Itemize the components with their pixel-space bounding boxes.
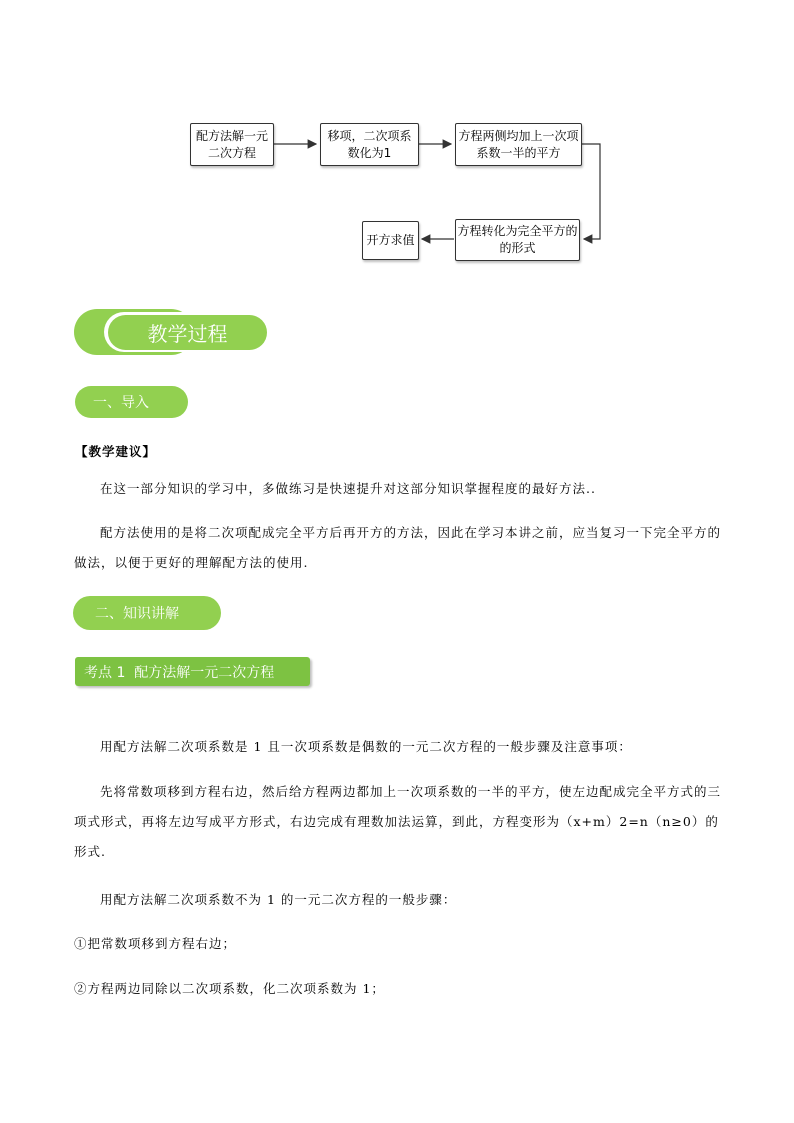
teaching-tip-label: 【教学建议】 xyxy=(75,444,157,459)
heading-intro: 一、导入 xyxy=(75,386,188,418)
kaodian-label: 考点 1 配方法解一元二次方程 xyxy=(75,657,310,686)
heading-knowledge: 二、知识讲解 xyxy=(73,596,221,630)
flow-step-5: 开方求值 xyxy=(362,221,419,260)
flow-step-4: 方程转化为完全平方的 的形式 xyxy=(455,219,580,261)
step-b: ②方程两边同除以二次项系数，化二次项系数为 1； xyxy=(74,981,385,996)
paragraph-4: 先将常数项移到方程右边，然后给方程两边都加上一次项系数的一半的平方，使左边配成完全平方式的三项式形式，再将左边写成平方形式，右边完成有理数加法运算，到此，方程变形为（x+m）2=n（n≥0）的形式. xyxy=(74,784,722,859)
paragraph-1: 在这一部分知识的学习中，多做练习是快速提升对这部分知识掌握程度的最好方法.. xyxy=(100,481,596,496)
paragraph-3: 用配方法解二次项系数是 1 且一次项系数是偶数的一元二次方程的一般步骤及注意事项： xyxy=(100,739,632,754)
paragraph-2: 配方法使用的是将二次项配成完全平方后再开方的方法，因此在学习本讲之前，应当复习一下完全平方的做法，以便于更好的理解配方法的使用. xyxy=(74,525,722,570)
flow-step-3: 方程两侧均加上一次项 系数一半的平方 xyxy=(455,123,582,166)
flow-step-1: 配方法解一元 二次方程 xyxy=(190,123,274,166)
section-title: 教学过程 xyxy=(108,315,267,350)
flow-step-2: 移项，二次项系 数化为1 xyxy=(320,123,419,166)
section-title-banner xyxy=(74,309,267,355)
paragraph-5: 用配方法解二次项系数不为 1 的一元二次方程的一般步骤： xyxy=(100,892,457,907)
step-a: ①把常数项移到方程右边； xyxy=(74,936,237,951)
arrow-3-4 xyxy=(582,144,600,239)
